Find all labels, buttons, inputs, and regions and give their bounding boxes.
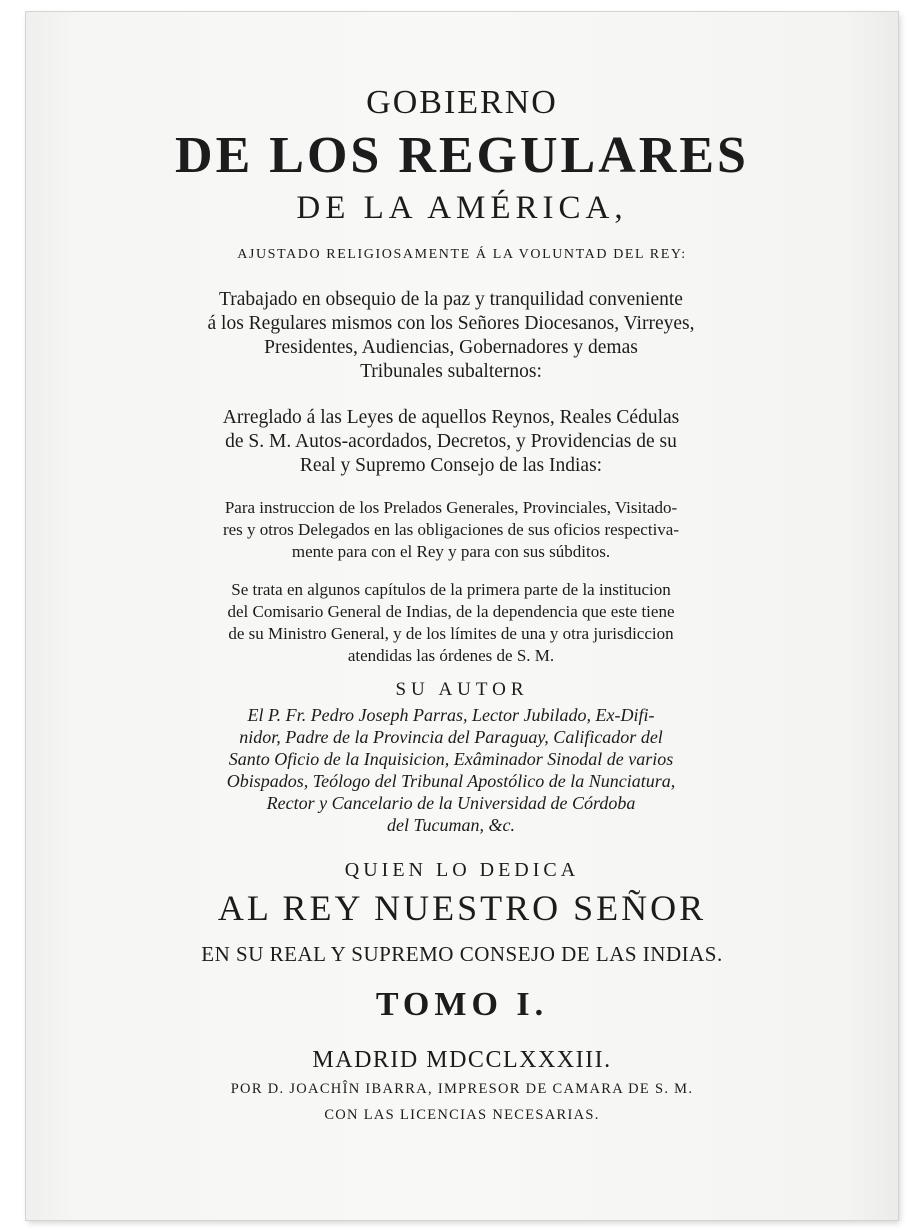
text-line: Presidentes, Audiencias, Gobernadores y demas [264, 337, 638, 358]
author-line: del Tucuman, &c. [387, 815, 515, 835]
text-line: de S. M. Autos-acordados, Decretos, y Providencias de su [225, 431, 677, 452]
author-line: nidor, Padre de la Provincia del Paraguay, Calificador del [239, 727, 663, 747]
title-page [26, 12, 898, 1220]
author-line: Santo Oficio de la Inquisicion, Exâminador Sinodal de varios [228, 749, 674, 769]
author-line: Rector y Cancelario de la Universidad de Córdoba [266, 793, 636, 813]
text-line: á los Regulares mismos con los Señores Diocesanos, Virreyes, [207, 313, 695, 334]
text-line: Trabajado en obsequio de la paz y tranquilidad conveniente [219, 289, 683, 310]
paragraph-instruccion [136, 497, 766, 563]
title-line-3: DE LA AMÉRICA, [296, 190, 628, 226]
text-line: Tribunales subalternos: [360, 361, 542, 382]
text-line: Arreglado á las Leyes de aquellos Reynos, Reales Cédulas [222, 407, 680, 428]
imprint-place-year: MADRID MDCCLXXXIII. [312, 1047, 612, 1073]
title-line-2: DE LOS REGULARES [175, 127, 749, 184]
paragraph-trabajado [136, 288, 766, 384]
imprint-printer: POR D. JOACHÎN IBARRA, IMPRESOR DE CAMARA DE S. M. [230, 1081, 694, 1097]
subtitle: AJUSTADO RELIGIOSAMENTE Á LA VOLUNTAD DEL REY: [237, 247, 687, 262]
author-line: Obispados, Teólogo del Tribunal Apostólico de la Nunciatura, [226, 771, 676, 791]
text-line: del Comisario General de Indias, de la dependencia que este tiene [227, 602, 675, 621]
text-line: atendidas las órdenes de S. M. [347, 646, 555, 665]
title-page-content [26, 12, 898, 1220]
author-line: El P. Fr. Pedro Joseph Parras, Lector Jubilado, Ex-Difi- [247, 705, 655, 725]
dedication-line-1: QUIEN LO DEDICA [344, 859, 580, 881]
text-line: Para instruccion de los Prelados Generales, Provinciales, Visitado- [224, 498, 678, 517]
title-line-1: GOBIERNO [366, 84, 558, 121]
imprint-licence: CON LAS LICENCIAS NECESARIAS. [324, 1107, 600, 1123]
volume-label: TOMO I. [375, 986, 549, 1023]
paragraph-se-trata [136, 579, 766, 667]
dedication-line-3: EN SU REAL Y SUPREMO CONSEJO DE LAS INDIAS. [201, 942, 723, 966]
author-block [131, 704, 771, 836]
text-line: mente para con el Rey y para con sus súbditos. [291, 542, 611, 561]
dedication-line-2: AL REY NUESTRO SEÑOR [217, 888, 707, 928]
text-line: Real y Supremo Consejo de las Indias: [299, 455, 603, 476]
text-line: Se trata en algunos capítulos de la primera parte de la institucion [231, 580, 671, 599]
text-line: de su Ministro General, y de los límites de una y otra jurisdiccion [228, 624, 674, 643]
text-line: res y otros Delegados en las obligaciones de sus oficios respectiva- [222, 520, 680, 539]
author-heading: SU AUTOR [395, 679, 529, 700]
paragraph-arreglado [136, 406, 766, 478]
